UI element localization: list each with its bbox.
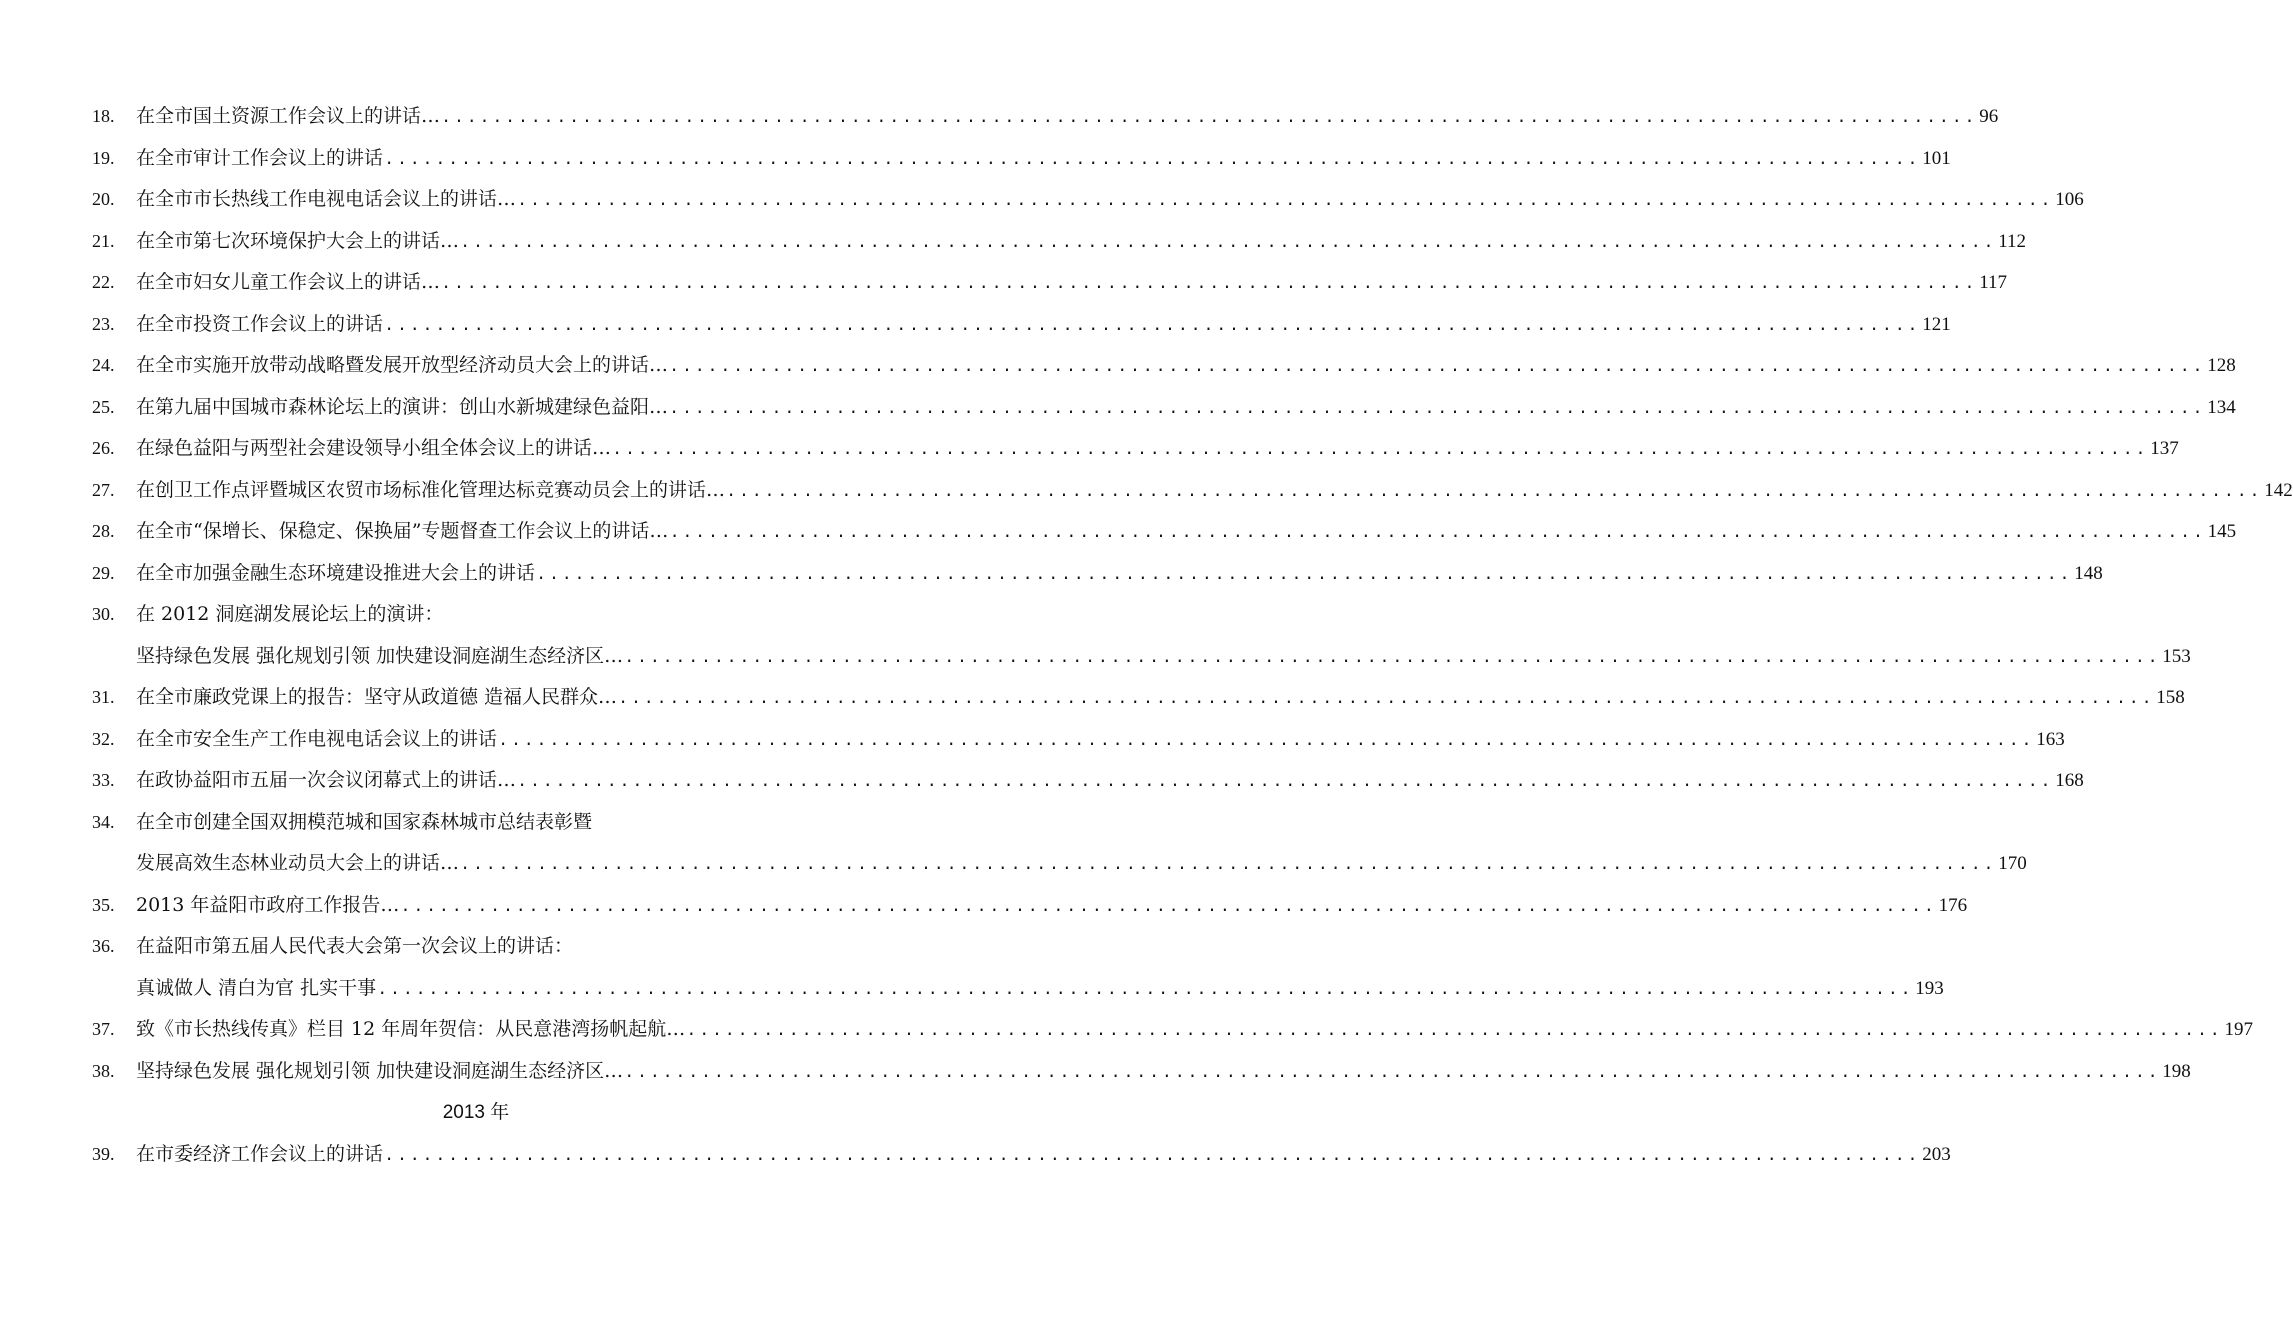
entry-title: 在全市市长热线工作电视电话会议上的讲话… <box>136 188 517 210</box>
toc-entry <box>92 636 2191 678</box>
entry-number: 34. <box>92 811 115 832</box>
entry-title: 致《市长热线传真》栏目 12 年周年贺信：从民意港湾扬帆起航… <box>136 1018 686 1040</box>
entry-title: 在市委经济工作会议上的讲话 <box>136 1142 384 1165</box>
toc-entry-heading-line <box>92 594 860 636</box>
entry-title: 在全市国土资源工作会议上的讲话… <box>136 105 441 127</box>
entry-number: 37. <box>92 1019 115 1039</box>
entry-number: 32. <box>92 728 115 749</box>
table-of-contents <box>92 96 2293 1175</box>
entry-title: 在全市廉政党课上的报告：坚守从政道德 造福人民群众… <box>136 686 618 708</box>
entry-number: 20. <box>92 189 115 209</box>
entry-number: 23. <box>92 313 115 334</box>
page-number: 106 <box>2055 189 2084 210</box>
entry-number: 24. <box>92 355 115 375</box>
entry-number: 28. <box>92 521 115 541</box>
page-number: 121 <box>1922 313 1951 335</box>
page-number: 137 <box>2150 438 2179 459</box>
page-number: 153 <box>2162 645 2191 667</box>
toc-entry <box>92 345 2236 387</box>
entry-number: 18. <box>92 106 115 126</box>
entry-number: 33. <box>92 770 115 790</box>
entry-title: 在 2012 洞庭湖发展论坛上的演讲： <box>136 603 444 625</box>
toc-entry <box>92 179 2084 221</box>
dot-leader: ........................................................................................................................ <box>612 441 2149 460</box>
dot-leader: ........................................................................................................................ <box>400 897 1937 917</box>
page-number: 203 <box>1922 1143 1951 1165</box>
entry-number: 27. <box>92 479 115 500</box>
entry-title: 2013 年益阳市政府工作报告… <box>136 893 400 916</box>
entry-title: 在益阳市第五届人民代表大会第一次会议上的讲话： <box>136 935 574 957</box>
entry-number: 35. <box>92 894 115 915</box>
entry-number: 38. <box>92 1060 115 1081</box>
dot-leader: ........................................................................................................................ <box>441 275 1978 294</box>
page-number: 142 <box>2264 479 2293 501</box>
page-number: 193 <box>1915 977 1944 999</box>
page-number: 198 <box>2162 1060 2191 1082</box>
entry-title: 在全市投资工作会议上的讲话 <box>136 312 384 335</box>
toc-entry <box>92 1009 2253 1051</box>
toc-entry <box>92 221 2027 263</box>
dot-leader: ........................................................................................................................ <box>377 980 1914 1000</box>
entry-title: 在创卫工作点评暨城区农贸市场标准化管理达标竞赛动员会上的讲话… <box>136 478 726 501</box>
dot-leader: ........................................................................................................................ <box>384 150 1921 170</box>
dot-leader: ........................................................................................................................ <box>460 856 1997 875</box>
toc-entry <box>92 968 1944 1010</box>
toc-entry <box>92 96 1999 138</box>
toc-entry-heading-line <box>92 802 860 844</box>
dot-leader: ........................................................................................................................ <box>536 565 2073 585</box>
toc-entry <box>92 1051 2191 1093</box>
entry-subtitle: 真诚做人 清白为官 扎实干事 <box>136 976 377 999</box>
entry-title: 在全市创建全国双拥模范城和国家森林城市总结表彰暨 <box>136 810 593 833</box>
page-number: 158 <box>2156 687 2185 708</box>
toc-entry <box>92 843 2027 885</box>
entry-title: 在全市“保增长、保稳定、保换届”专题督查工作会议上的讲话… <box>136 520 669 542</box>
toc-entry <box>92 677 2185 719</box>
toc-entry <box>92 262 2008 304</box>
dot-leader: ........................................................................................................................ <box>498 731 2035 751</box>
entry-number: 39. <box>92 1143 115 1164</box>
dot-leader: ........................................................................................................................ <box>624 1063 2161 1083</box>
page-number: 134 <box>2207 396 2236 418</box>
page-number: 197 <box>2224 1019 2253 1040</box>
entry-number: 26. <box>92 438 115 458</box>
toc-entry <box>92 470 2293 512</box>
year-heading: 2013 年 <box>442 1102 510 1123</box>
entry-number: 29. <box>92 562 115 583</box>
page-number: 117 <box>1979 272 2008 293</box>
dot-leader: ........................................................................................................................ <box>726 482 2263 502</box>
dot-leader: ........................................................................................................................ <box>624 648 2161 668</box>
entry-title: 在全市第七次环境保护大会上的讲话… <box>136 229 460 252</box>
toc-entry <box>92 760 2084 802</box>
entry-title: 在绿色益阳与两型社会建设领导小组全体会议上的讲话… <box>136 437 612 459</box>
entry-title: 在全市加强金融生态环境建设推进大会上的讲话 <box>136 561 536 584</box>
toc-entry <box>92 428 2179 470</box>
page-number: 170 <box>1998 853 2027 874</box>
entry-number: 36. <box>92 936 115 956</box>
page-number: 168 <box>2055 770 2084 791</box>
toc-entry <box>92 553 2103 595</box>
toc-entry <box>92 387 2236 429</box>
toc-entry <box>92 138 1951 180</box>
page-number: 101 <box>1922 147 1951 169</box>
entry-title: 在全市安全生产工作电视电话会议上的讲话 <box>136 727 498 750</box>
dot-leader: ........................................................................................................................ <box>669 524 2206 543</box>
dot-leader: ........................................................................................................................ <box>460 233 1997 253</box>
page-number: 96 <box>1979 106 1999 127</box>
page-number: 148 <box>2074 562 2103 584</box>
entry-number: 22. <box>92 272 115 292</box>
toc-entry-heading-line <box>92 926 860 968</box>
dot-leader: ........................................................................................................................ <box>686 1022 2223 1041</box>
page-number: 163 <box>2036 728 2065 750</box>
entry-subtitle: 坚持绿色发展 强化规划引领 加快建设洞庭湖生态经济区… <box>136 644 624 667</box>
dot-leader: ........................................................................................................................ <box>384 316 1921 336</box>
entry-title: 在全市妇女儿童工作会议上的讲话… <box>136 271 441 293</box>
entry-number: 31. <box>92 687 115 707</box>
entry-title: 在全市审计工作会议上的讲话 <box>136 146 384 169</box>
entry-title: 在政协益阳市五届一次会议闭幕式上的讲话… <box>136 769 517 791</box>
page-number: 145 <box>2207 521 2237 542</box>
entry-title: 在全市实施开放带动战略暨发展开放型经济动员大会上的讲话… <box>136 354 669 376</box>
page-number: 128 <box>2207 355 2236 376</box>
toc-entry <box>92 885 1968 927</box>
dot-leader: ........................................................................................................................ <box>441 109 1978 128</box>
entry-number: 25. <box>92 396 115 417</box>
dot-leader: ........................................................................................................................ <box>669 358 2206 377</box>
toc-entry <box>92 511 2237 553</box>
page-number: 176 <box>1938 894 1968 916</box>
entry-subtitle: 发展高效生态林业动员大会上的讲话… <box>136 852 460 874</box>
page-number: 112 <box>1998 230 2027 252</box>
dot-leader: ........................................................................................................................ <box>384 1146 1921 1166</box>
dot-leader: ........................................................................................................................ <box>517 192 2054 211</box>
dot-leader: ........................................................................................................................ <box>517 773 2054 792</box>
dot-leader: ........................................................................................................................ <box>618 690 2155 709</box>
entry-number: 30. <box>92 604 115 624</box>
toc-entry <box>92 719 2065 761</box>
toc-entry <box>92 1134 1951 1176</box>
entry-title: 在第九届中国城市森林论坛上的演讲：创山水新城建绿色益阳… <box>136 395 669 418</box>
entry-number: 21. <box>92 230 115 251</box>
toc-entry <box>92 304 1951 346</box>
dot-leader: ........................................................................................................................ <box>669 399 2206 419</box>
entry-number: 19. <box>92 147 115 168</box>
entry-title: 坚持绿色发展 强化规划引领 加快建设洞庭湖生态经济区… <box>136 1059 624 1082</box>
